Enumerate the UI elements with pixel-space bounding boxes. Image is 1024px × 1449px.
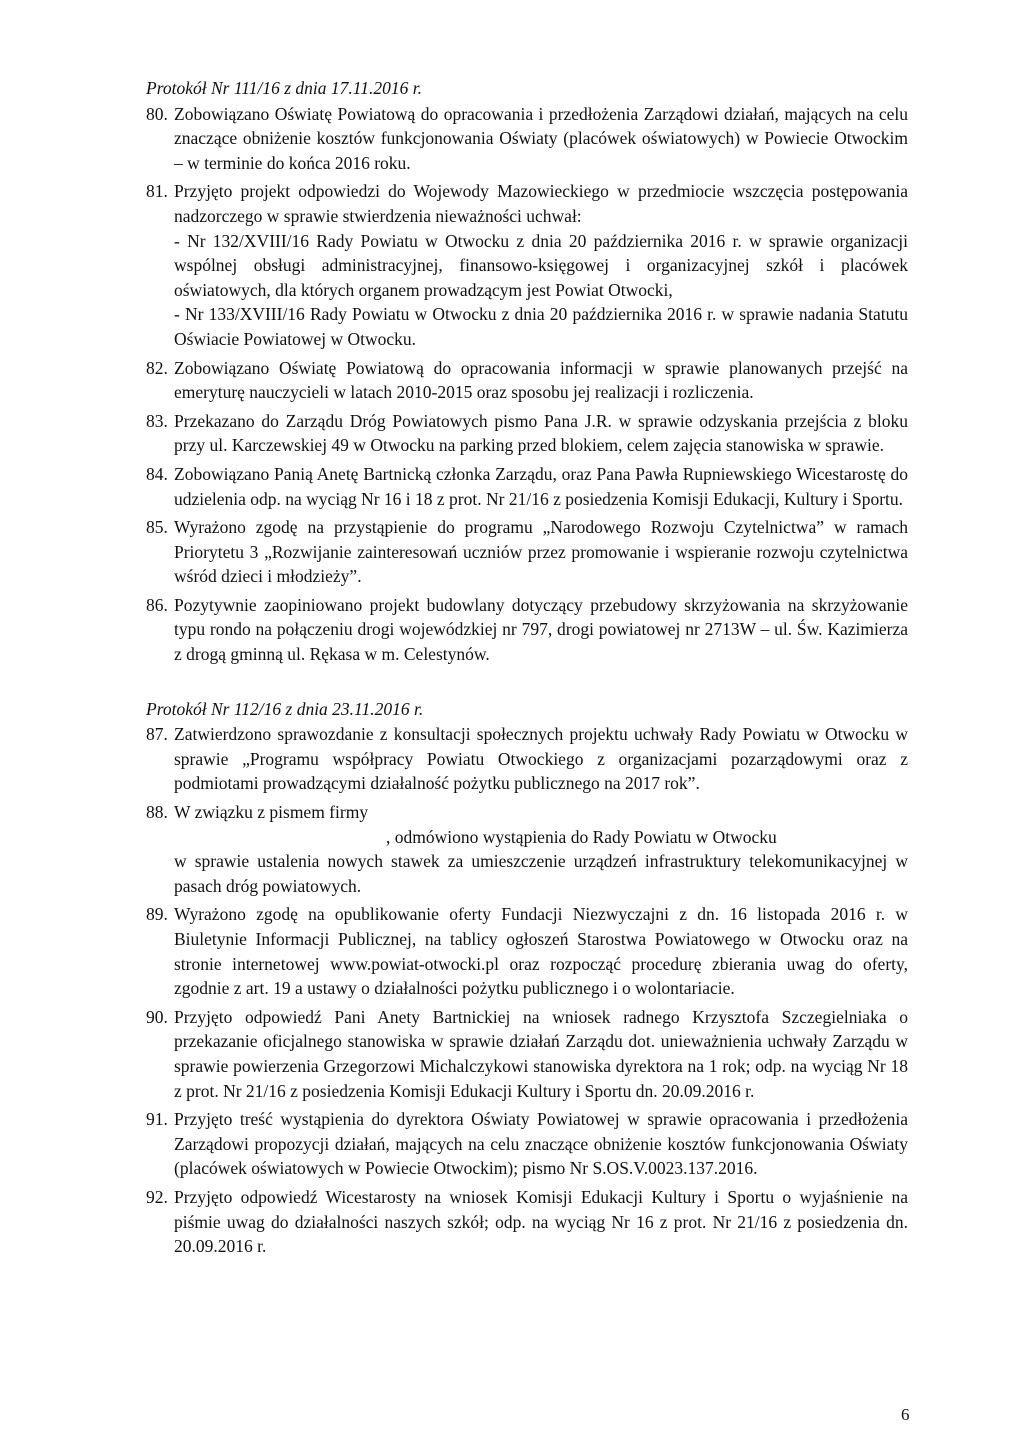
item-text-first-line: W związku z pismem firmy	[174, 802, 369, 823]
resolution-list-111	[146, 102, 908, 667]
item-text: Przyjęto odpowiedź Pani Anety Bartnickiej na wniosek radnego Krzysztofa Szczegielniaka o przekazanie oficjalnego stanowiska w sprawie działań Zarządu dot. unieważnienia uchwały Zarządu w sprawie powierzenia Grzegorzowi Michalczykowi stanowiska dyrektora na 1 rok; odp. na wyciąg Nr 18 z prot. Nr 21/16 z posiedzenia Komisji Edukacji Kultury i Sportu dn. 20.09.2016 r.	[174, 1006, 908, 1101]
item-text: Zatwierdzono sprawozdanie z konsultacji społecznych projektu uchwały Rady Powiatu w Otwocku w sprawie „Programu współpracy Powiatu Otwockiego z organizacjami pozarządowymi oraz z podmiotami prowadzącymi działalność pożytku publicznego na 2017 rok”.	[174, 724, 908, 794]
resolution-item-83	[146, 409, 908, 458]
resolution-item-84	[146, 462, 908, 511]
resolution-item-82	[146, 356, 908, 405]
resolution-item-86	[146, 593, 908, 667]
resolution-item-91	[146, 1107, 908, 1181]
section-spacer	[146, 671, 908, 697]
item-number: 84.	[146, 463, 168, 484]
resolution-item-80	[146, 102, 908, 176]
item-subpoint: - Nr 133/XVIII/16 Rady Powiatu w Otwocku z dnia 20 października 2016 r. w sprawie nadania Statutu Oświacie Powiatowej w Otwocku.	[174, 304, 908, 349]
page-content	[146, 76, 908, 1263]
resolution-item-81	[146, 179, 908, 351]
item-number: 81.	[146, 181, 168, 202]
item-number: 91.	[146, 1109, 168, 1130]
item-text: Zobowiązano Oświatę Powiatową do opracowania i przedłożenia Zarządowi działań, mających na celu znaczące obniżenie kosztów funkcjonowania Oświaty (placówek oświatowych) w Powiecie Otwockim – w terminie do końca 2016 roku.	[174, 103, 908, 173]
resolution-item-92	[146, 1185, 908, 1259]
item-number: 80.	[146, 103, 168, 124]
resolution-item-87	[146, 722, 908, 796]
item-text-line2: , odmówiono wystąpienia do Rady Powiatu w Otwocku	[386, 826, 777, 847]
item-text-rest: w sprawie ustalenia nowych stawek za umieszczenie urządzeń infrastruktury telekomunikacyjnej w pasach dróg powiatowych.	[174, 851, 908, 896]
item-text-continued	[174, 825, 908, 850]
item-number: 89.	[146, 904, 168, 925]
resolution-list-112	[146, 722, 908, 1258]
resolution-item-85	[146, 515, 908, 589]
item-text: Wyrażono zgodę na opublikowanie oferty Fundacji Niezwyczajni z dn. 16 listopada 2016 r. w Biuletynie Informacji Publicznej, na tablicy ogłoszeń Starostwa Powiatowego w Otwocku oraz na stronie internetowej www.powiat-otwocki.pl oraz rozpocząć procedurę zbierania uwag do oferty, zgodnie z art. 19 a ustawy o działalności pożytku publicznego i o wolontariacie.	[174, 904, 908, 999]
item-number: 86.	[146, 594, 168, 615]
item-number: 90.	[146, 1006, 168, 1027]
item-text: Zobowiązano Oświatę Powiatową do opracowania informacji w sprawie planowanych przejść na emeryturę nauczycieli w latach 2010-2015 oraz sposobu jej realizacji i rozliczenia.	[174, 357, 908, 403]
resolution-item-89	[146, 902, 908, 1000]
page-number: 6	[901, 1405, 910, 1424]
item-number: 85.	[146, 517, 168, 538]
protocol-heading-112: Protokół Nr 112/16 z dnia 23.11.2016 r.	[146, 698, 424, 719]
item-text: Przyjęto treść wystąpienia do dyrektora Oświaty Powiatowej w sprawie opracowania i przedłożenia Zarządowi propozycji działań, mających na celu znaczące obniżenie kosztów funkcjonowania Oświaty (placówek oświatowych w Powiecie Otwockim); pismo Nr S.OS.V.0023.137.2016.	[174, 1109, 908, 1179]
item-number: 83.	[146, 410, 168, 431]
item-number: 88.	[146, 802, 168, 823]
item-number: 87.	[146, 724, 168, 745]
item-text: Przekazano do Zarządu Dróg Powiatowych pismo Pana J.R. w sprawie odzyskania przejścia z bloku przy ul. Karczewskiej 49 w Otwocku na parking przed blokiem, celem zajęcia stanowiska w sprawie.	[174, 410, 908, 456]
item-number: 82.	[146, 357, 168, 378]
item-text: Zobowiązano Panią Anetę Bartnicką członka Zarządu, oraz Pana Pawła Rupniewskiego Wicestarostę do udzielenia odp. na wyciąg Nr 16 i 18 z prot. Nr 21/16 z posiedzenia Komisji Edukacji, Kultury i Sportu.	[174, 463, 908, 509]
item-subpoint: - Nr 132/XVIII/16 Rady Powiatu w Otwocku z dnia 20 października 2016 r. w sprawie organizacji wspólnej obsługi administracyjnej, finansowo-księgowej i organizacyjnej szkół i placówek oświatowych, dla których organem prowadzącym jest Powiat Otwocki,	[174, 230, 908, 300]
resolution-item-88	[146, 800, 908, 898]
resolution-item-90	[146, 1005, 908, 1103]
item-text: Przyjęto projekt odpowiedzi do Wojewody Mazowieckiego w przedmiocie wszczęcia postępowania nadzorczego w sprawie stwierdzenia nieważności uchwał:	[174, 181, 908, 226]
protocol-heading-111: Protokół Nr 111/16 z dnia 17.11.2016 r.	[146, 78, 422, 98]
item-number: 92.	[146, 1186, 168, 1207]
item-text: Przyjęto odpowiedź Wicestarosty na wniosek Komisji Edukacji Kultury i Sportu o wyjaśnienie na piśmie uwag do działalności naszych szkół; odp. na wyciąg Nr 16 z prot. Nr 21/16 z posiedzenia dn. 20.09.2016 r.	[174, 1186, 908, 1257]
item-text: Wyrażono zgodę na przystąpienie do programu „Narodowego Rozwoju Czytelnictwa” w ramach Priorytetu 3 „Rozwijanie zainteresowań uczniów przez promowanie i wspieranie rozwoju czytelnictwa wśród dzieci i młodzieży”.	[174, 517, 908, 587]
item-text: Pozytywnie zaopiniowano projekt budowlany dotyczący przebudowy skrzyżowania na skrzyżowanie typu rondo na połączeniu drogi wojewódzkiej nr 797, drogi powiatowej nr 2713W – ul. Św. Kazimierza z drogą gminną ul. Rękasa w m. Celestynów.	[174, 594, 908, 665]
